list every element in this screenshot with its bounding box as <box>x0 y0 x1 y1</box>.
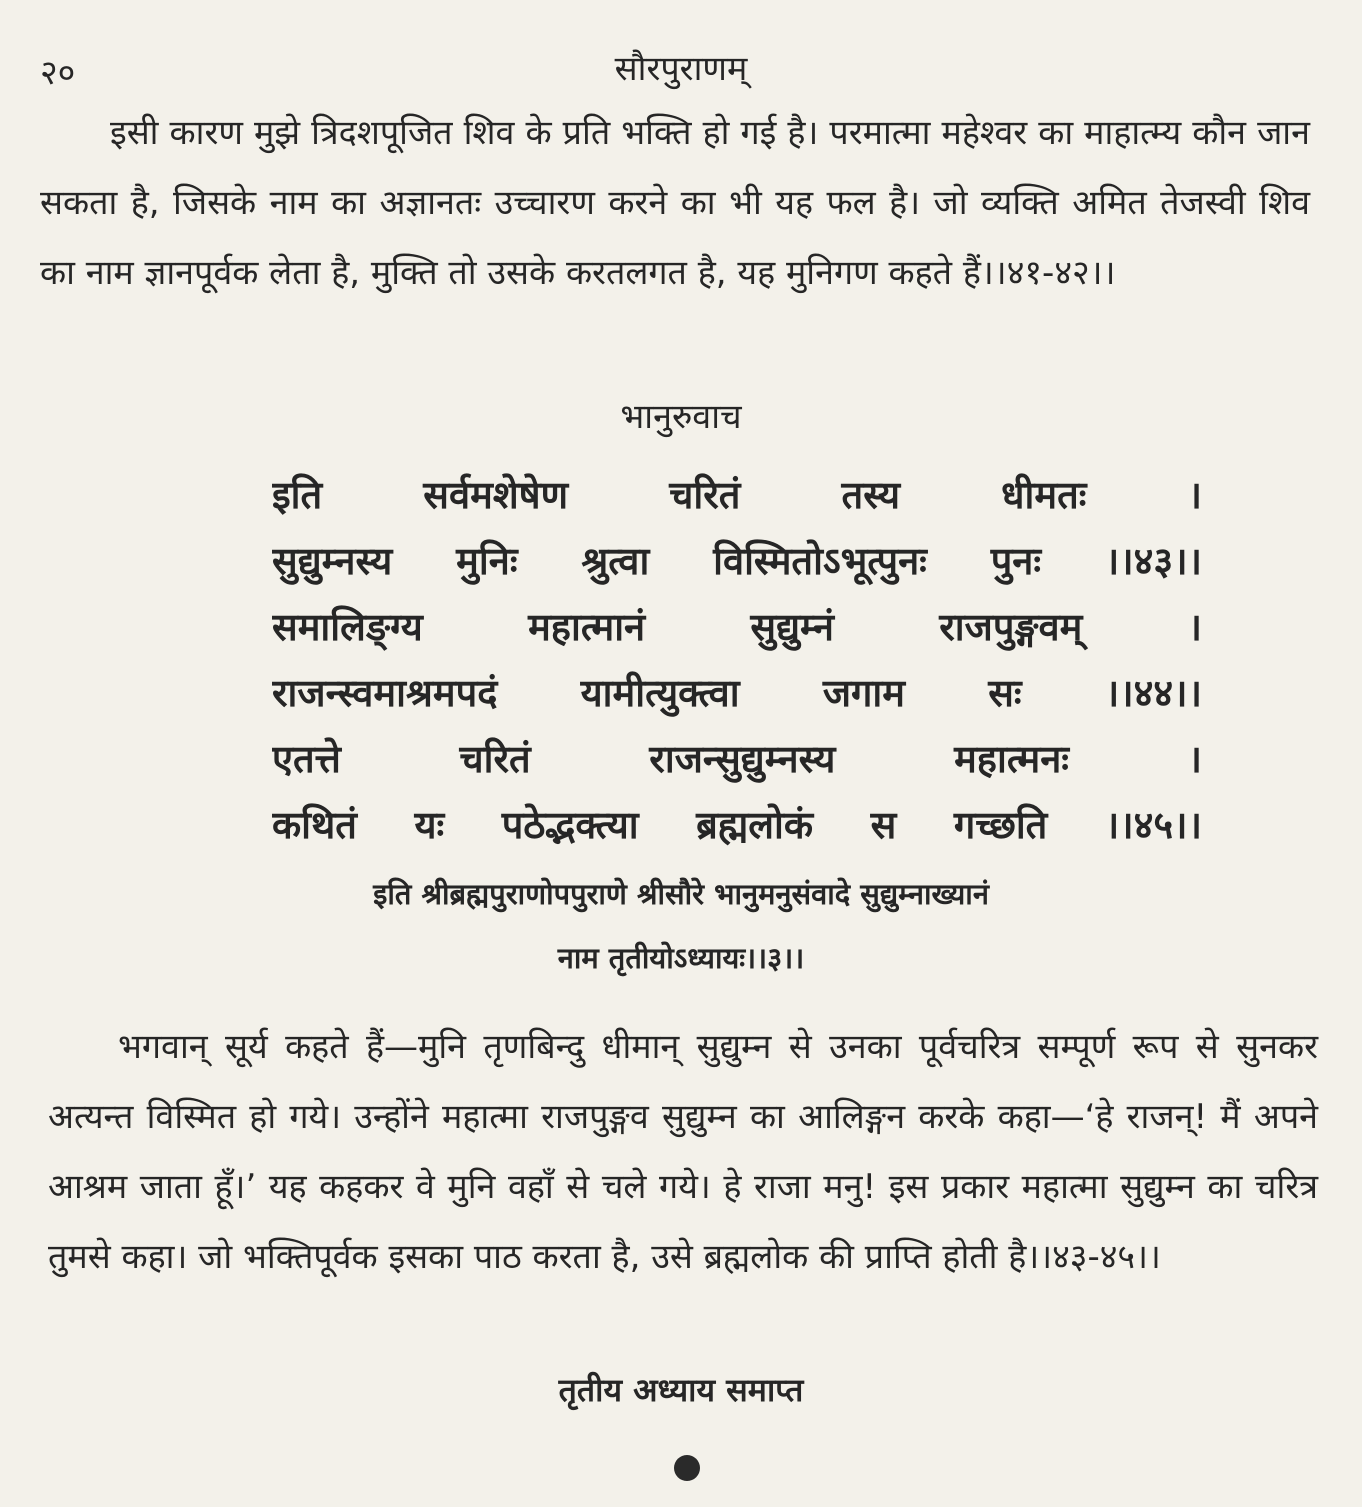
verse-line: राजन्स्वमाश्रमपदं यामीत्युक्त्वा जगाम सः ।।४४।। <box>272 671 1202 715</box>
page-number: २० <box>40 53 76 93</box>
bullet-ornament-icon <box>674 1455 700 1481</box>
hindi-paragraph: इसी कारण मुझे त्रिदशपूजित शिव के प्रति भक्ति हो गई है। परमात्मा महेश्वर का माहात्म्य कौन जान सकता है, जिसके नाम का अज्ञानतः उच्चारण करने का भी यह फल है। जो व्यक्ति अमित तेजस्वी शिव का नाम ज्ञानपूर्वक लेता है, मुक्ति तो उसके करतलगत है, यह मुनिगण कहते हैं।।४१-४२।। <box>40 113 1310 293</box>
running-title: सौरपुराणम् <box>614 49 748 89</box>
sanskrit-verses <box>272 462 1202 858</box>
speaker-heading: भानुरुवाच <box>620 397 742 437</box>
verse-line: इति सर्वमशेषेण चरितं तस्य धीमतः । <box>272 473 1202 517</box>
verse-line: समालिङ्ग्य महात्मानं सुद्युम्नं राजपुङ्गवम् । <box>272 605 1202 649</box>
colophon-line: नाम तृतीयोऽध्यायः।।३।। <box>557 941 805 975</box>
colophon-line: इति श्रीब्रह्मपुराणोपपुराणे श्रीसौरे भानुमनुसंवादे सुद्युम्नाख्यानं <box>373 877 989 911</box>
hindi-paragraph: भगवान् सूर्य कहते हैं—मुनि तृणबिन्दु धीमान् सुद्युम्न से उनका पूर्वचरित्र सम्पूर्ण रूप से सुनकर अत्यन्त विस्मित हो गये। उन्होंने महात्मा राजपुङ्गव सुद्युम्न का आलिङ्गन करके कहा—‘हे राजन्! मैं अपने आश्रम जाता हूँ।’ यह कहकर वे मुनि वहाँ से चले गये। हे राजा मनु! इस प्रकार महात्मा सुद्युम्न का चरित्र तुमसे कहा। जो भक्तिपूर्वक इसका पाठ करता है, उसे ब्रह्मलोक की प्राप्ति होती है।।४३-४५।। <box>48 1027 1318 1277</box>
verse-line: सुद्युम्नस्य मुनिः श्रुत्वा विस्मितोऽभूत्पुनः पुनः ।।४३।। <box>272 539 1202 583</box>
verse-line: एतत्ते चरितं राजन्सुद्युम्नस्य महात्मनः । <box>272 737 1202 781</box>
verse-line: कथितं यः पठेद्भक्त्या ब्रह्मलोकं स गच्छति ।।४५।। <box>272 803 1202 847</box>
chapter-end-heading: तृतीय अध्याय समाप्त <box>558 1371 804 1409</box>
